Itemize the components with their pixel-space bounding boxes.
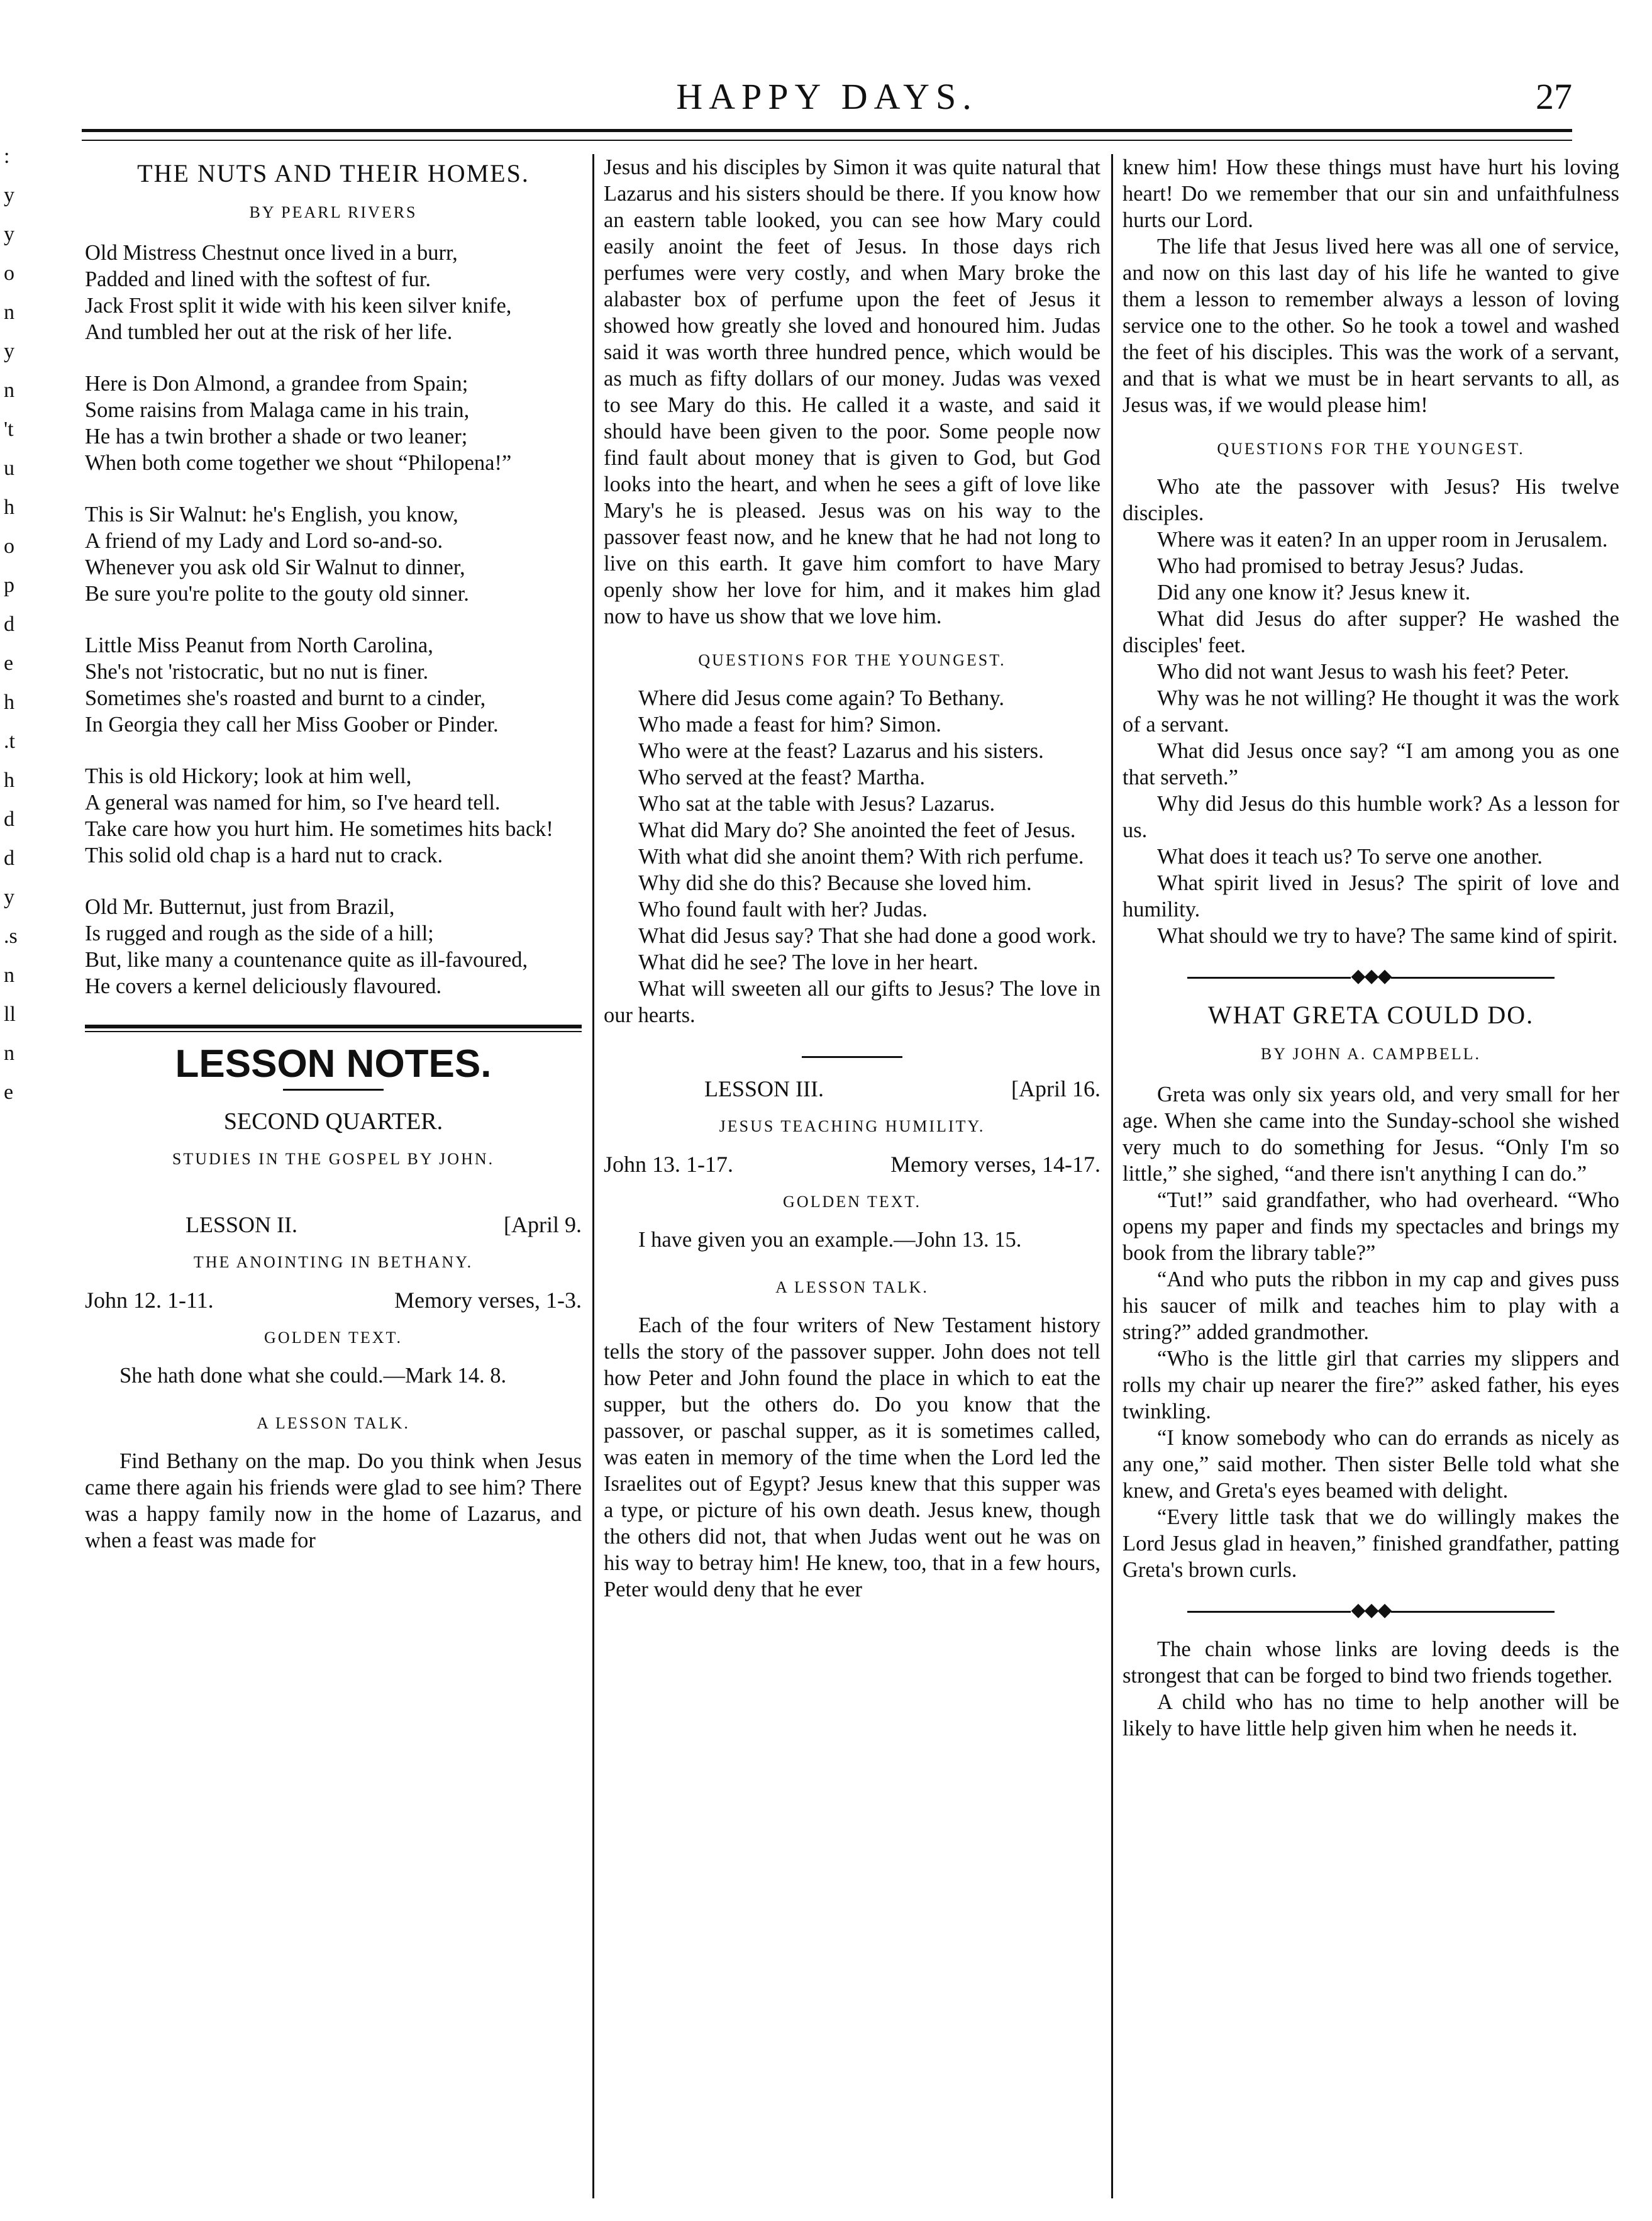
question-answer: Did any one know it? Jesus knew it. [1157, 581, 1471, 604]
poem-line: Here is Don Almond, a grandee from Spain; [85, 372, 468, 396]
margin-fragment: : [4, 145, 10, 168]
column-divider [1111, 154, 1113, 2198]
lesson-talk-paragraph: The life that Jesus lived here was all one of service, and now on this last day of his life he wanted to give them a lesson to remember always a lesson of loving service one to the other. So he took a towel and washed the feet of his disciples. This was the work of a servant, and that is what we must be in heart servants to all, as Jesus was, if we would please him! [1123, 235, 1619, 417]
poem-line: Jack Frost split it wide with his keen silver knife, [85, 294, 512, 318]
margin-fragment: o [4, 535, 14, 558]
lesson-title: THE ANOINTING IN BETHANY. [193, 1253, 474, 1271]
poem-line: Padded and lined with the softest of fur. [85, 267, 431, 291]
margin-fragment: h [4, 769, 14, 792]
poem-line: A general was named for him, so I've heard tell. [85, 791, 501, 815]
margin-fragment: n [4, 301, 14, 324]
margin-fragment: e [4, 652, 14, 675]
lesson-talk-paragraph: Each of the four writers of New Testament history tells the story of the passover supper. John does not tell how Peter and John found the place in which to eat the supper, but the others do. Do you know that the passover, or paschal supper, as it is sometimes called, was eaten in memory of the time when the Lord led the Israelites out of Egypt? Jesus knew that this supper was a type, or picture of his own death. Jesus knew, though the others did not, that when Judas went out he was on his way to betray him! He knew, too, that in a few hours, Peter would deny that he ever [604, 1313, 1100, 1601]
question-answer: What spirit lived in Jesus? The spirit of love and humility. [1123, 871, 1619, 921]
short-rule [283, 1089, 384, 1091]
margin-fragment: u [4, 457, 14, 480]
masthead-title: HAPPY DAYS. [676, 76, 978, 117]
poem-line: She's not 'ristocratic, but no nut is finer. [85, 660, 429, 684]
margin-fragment: y [4, 340, 14, 363]
column-3 [1123, 154, 1619, 1742]
lesson-number: LESSON III. [704, 1076, 824, 1101]
lesson-talk-continued: Jesus and his disciples by Simon it was quite natural that Lazarus and his sisters should be there. If you know how an eastern table looked, you can see how Mary could easily anoint the feet of Jesus. In those days rich perfumes were very costly, and when Mary broke the alabaster box of perfume upon the feet of Jesus it showed how greatly she loved and honoured him. Judas said it was worth three hundred pence, which would be as much as fifty dollars of our money. Judas was vexed to see Mary do this. He called it a waste, and said it should have been given to the poor. Some people now find fault about money that is given to God, but God looks into the heart, and when he sees a gift of love like Mary's he is pleased. Jesus was on his way to the passover feast now, and he knew that he had not long to live on this earth. It gave him comfort to have Mary openly show her love for him, and it makes him glad now to have us show that we love him. [604, 155, 1100, 628]
question-answer: Where was it eaten? In an upper room in Jerusalem. [1157, 528, 1608, 552]
questions-list [1123, 474, 1619, 949]
poem-stanza [85, 632, 582, 738]
scripture-line [604, 1151, 1100, 1177]
ornament-rule: ◆◆◆ [1123, 963, 1619, 989]
poem-line: Is rugged and rough as the side of a hill; [85, 921, 434, 945]
margin-fragment: n [4, 964, 14, 987]
story-byline: BY JOHN A. CAMPBELL. [1260, 1045, 1482, 1063]
question-answer: Who found fault with her? Judas. [638, 898, 928, 921]
lesson-talk-label: A LESSON TALK. [775, 1278, 929, 1296]
studies-heading: STUDIES IN THE GOSPEL BY JOHN. [172, 1150, 495, 1168]
scripture-line [85, 1287, 582, 1313]
column-2 [604, 154, 1100, 1603]
margin-fragment: h [4, 496, 14, 519]
lesson-notes-heading: LESSON NOTES. [175, 1042, 492, 1086]
story-paragraph: “Tut!” said grandfather, who had overheard. “Who opens my paper and finds my spectacles and brings my book from the library table?” [1123, 1188, 1619, 1265]
lesson-talk-continued: knew him! How these things must have hurt his loving heart! Do we remember that our sin and unfaithfulness hurts our Lord. [1123, 155, 1619, 232]
margin-fragment: .s [4, 925, 18, 948]
question-answer: What did he see? The love in her heart. [638, 950, 978, 974]
golden-text-label: GOLDEN TEXT. [264, 1328, 402, 1347]
poem-stanza [85, 501, 582, 607]
poem-body [85, 240, 582, 999]
page-number: 27 [1536, 76, 1572, 117]
question-answer: Who had promised to betray Jesus? Judas. [1157, 554, 1524, 578]
poem-line: But, like many a countenance quite as ill-favoured, [85, 948, 528, 972]
margin-fragment: d [4, 613, 14, 636]
question-answer: What should we try to have? The same kind of spirit. [1157, 924, 1618, 948]
scripture-ref: John 13. 1-17. [604, 1152, 733, 1177]
poem-line: This is old Hickory; look at him well, [85, 764, 412, 788]
golden-text-label: GOLDEN TEXT. [783, 1193, 921, 1211]
lesson-date: [April 16. [1011, 1076, 1100, 1101]
poem-line: In Georgia they call her Miss Goober or Pinder. [85, 713, 499, 737]
memory-verses: Memory verses, 1-3. [394, 1288, 582, 1313]
masthead [82, 75, 1572, 120]
margin-fragment: .t [4, 730, 15, 753]
question-answer: Who served at the feast? Martha. [638, 765, 925, 789]
story-body [1123, 1081, 1619, 1583]
question-answer: What did Jesus once say? “I am among you as one that serveth.” [1123, 739, 1619, 789]
poem-line: And tumbled her out at the risk of her life. [85, 320, 453, 344]
poem-line: This is Sir Walnut: he's English, you know, [85, 503, 458, 526]
questions-label: QUESTIONS FOR THE YOUNGEST. [698, 651, 1006, 669]
question-answer: Who ate the passover with Jesus? His twelve disciples. [1123, 475, 1619, 525]
ornament-rule: ◆◆◆ [1123, 1597, 1619, 1623]
lesson-title: JESUS TEACHING HUMILITY. [719, 1117, 985, 1135]
poem-stanza [85, 370, 582, 476]
question-answer: What did Jesus do after supper? He washed the disciples' feet. [1123, 607, 1619, 657]
margin-fragment: o [4, 262, 14, 285]
poem-line: Sometimes she's roasted and burnt to a cinder, [85, 686, 486, 710]
question-answer: Who did not want Jesus to wash his feet? Peter. [1157, 660, 1570, 684]
poem-line: He covers a kernel deliciously flavoured. [85, 974, 442, 998]
poem-line: Little Miss Peanut from North Carolina, [85, 633, 433, 657]
poem-line: A friend of my Lady and Lord so-and-so. [85, 529, 443, 553]
poem-line: Be sure you're polite to the gouty old sinner. [85, 582, 469, 606]
question-answer: Why was he not willing? He thought it was the work of a servant. [1123, 686, 1619, 737]
short-rule [802, 1056, 902, 1058]
question-answer: Who made a feast for him? Simon. [638, 713, 941, 737]
margin-fragment: 't [4, 418, 14, 441]
margin-fragment: n [4, 379, 14, 402]
masthead-rule [82, 129, 1572, 141]
lesson-number: LESSON II. [186, 1212, 297, 1237]
lesson-header [604, 1076, 1100, 1102]
margin-fragment: ll [4, 1003, 16, 1026]
poem-line: This solid old chap is a hard nut to crack. [85, 843, 443, 867]
margin-fragment: p [4, 574, 14, 597]
questions-label: QUESTIONS FOR THE YOUNGEST. [1217, 440, 1525, 458]
poem-line: When both come together we shout “Philopena!” [85, 451, 512, 475]
golden-text: I have given you an example.—John 13. 15. [638, 1228, 1022, 1252]
question-answer: Why did she do this? Because she loved him. [638, 871, 1032, 895]
poem-byline: BY PEARL RIVERS [249, 203, 418, 221]
column-1 [85, 154, 582, 1554]
quarter-heading: SECOND QUARTER. [223, 1108, 443, 1135]
question-answer: With what did she anoint them? With rich perfume. [638, 845, 1084, 869]
story-paragraph: Greta was only six years old, and very small for her age. When she came into the Sunday-school she wished very much to do something for Jesus. “Only I'm so little,” she sighed, “and there isn't anything I can do.” [1123, 1083, 1619, 1186]
poem-line: Whenever you ask old Sir Walnut to dinner, [85, 555, 465, 579]
margin-fragment: y [4, 184, 14, 207]
poem-line: Old Mistress Chestnut once lived in a burr, [85, 241, 458, 265]
margin-fragment: e [4, 1081, 14, 1104]
question-answer: Where did Jesus come again? To Bethany. [638, 686, 1004, 710]
margin-fragment: n [4, 1042, 14, 1065]
question-answer: Why did Jesus do this humble work? As a lesson for us. [1123, 792, 1619, 842]
memory-verses: Memory verses, 14-17. [890, 1152, 1100, 1177]
story-paragraph: “And who puts the ribbon in my cap and gives puss his saucer of milk and teaches him to play with a string?” added grandmother. [1123, 1267, 1619, 1344]
golden-text: She hath done what she could.—Mark 14. 8. [119, 1364, 507, 1388]
lesson-talk-label: A LESSON TALK. [257, 1414, 410, 1432]
poem-line: He has a twin brother a shade or two leaner; [85, 425, 468, 448]
poem-line: Take care how you hurt him. He sometimes hits back! [85, 817, 553, 841]
poem-stanza [85, 763, 582, 869]
lesson-date: [April 9. [504, 1212, 582, 1237]
closing-paragraph: A child who has no time to help another will be likely to have little help given him when he needs it. [1123, 1690, 1619, 1740]
story-paragraph: “Every little task that we do willingly makes the Lord Jesus glad in heaven,” finished grandfather, patting Greta's brown curls. [1123, 1505, 1619, 1582]
closing-notes [1123, 1636, 1619, 1742]
scripture-ref: John 12. 1-11. [85, 1288, 214, 1313]
margin-fragment: y [4, 223, 14, 246]
question-answer: What does it teach us? To serve one another. [1157, 845, 1543, 869]
poem-line: Old Mr. Butternut, just from Brazil, [85, 895, 395, 919]
poem-stanza [85, 894, 582, 999]
story-paragraph: “I know somebody who can do errands as nicely as any one,” said mother. Then sister Belle told what she knew, and Greta's eyes beamed with delight. [1123, 1426, 1619, 1503]
lesson-header [85, 1211, 582, 1238]
questions-list [604, 685, 1100, 1028]
poem-line: Some raisins from Malaga came in his train, [85, 398, 470, 422]
poem-stanza [85, 240, 582, 345]
section-rule [85, 1025, 582, 1032]
question-answer: Who were at the feast? Lazarus and his sisters. [638, 739, 1044, 763]
question-answer: What did Jesus say? That she had done a good work. [638, 924, 1097, 948]
poem-title: THE NUTS AND THEIR HOMES. [137, 159, 529, 187]
closing-paragraph: The chain whose links are loving deeds is the strongest that can be forged to bind two friends together. [1123, 1637, 1619, 1688]
question-answer: What did Mary do? She anointed the feet of Jesus. [638, 818, 1076, 842]
margin-fragment: h [4, 691, 14, 714]
margin-fragment: d [4, 847, 14, 870]
column-divider [592, 154, 594, 2198]
lesson-talk-paragraph: Find Bethany on the map. Do you think when Jesus came there again his friends were glad to see him? There was a happy family now in the home of Lazarus, and when a feast was made for [85, 1449, 582, 1552]
story-title: WHAT GRETA COULD DO. [1207, 1001, 1534, 1029]
question-answer: Who sat at the table with Jesus? Lazarus. [638, 792, 995, 816]
question-answer: What will sweeten all our gifts to Jesus? The love in our hearts. [604, 977, 1100, 1027]
margin-fragment: y [4, 886, 14, 909]
story-paragraph: “Who is the little girl that carries my slippers and rolls my chair up nearer the fire?” asked father, his eyes twinkling. [1123, 1347, 1619, 1423]
margin-fragment: d [4, 808, 14, 831]
